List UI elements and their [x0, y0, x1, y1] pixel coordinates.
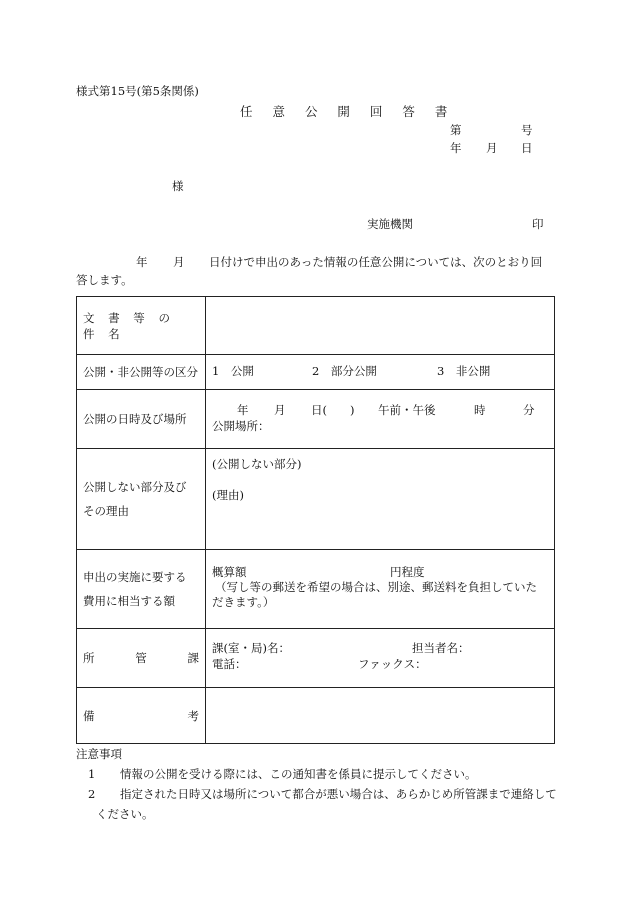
intro-line1: 日付けで申出のあった情報の任意公開については、次のとおり回	[209, 255, 543, 269]
note-text: 情報の公開を受ける際には、この通知書を係員に提示してください。	[120, 767, 477, 782]
nondisclosure-part: (公開しない部分)	[212, 457, 302, 471]
department-fax: ファックス：	[358, 657, 427, 671]
note-number: 2	[88, 787, 96, 802]
nondisclosure-value	[206, 449, 555, 550]
cost-unit: 円程度	[390, 565, 425, 579]
form-number: 様式第15号(第5条関係)	[76, 84, 199, 98]
cost-label-line2: 費用に相当する額	[83, 594, 175, 608]
category-options	[206, 355, 555, 390]
nondisclosure-label-line1: 公開しない部分及び	[83, 479, 187, 494]
addressee-suffix: 様	[172, 179, 184, 193]
department-value	[206, 629, 555, 688]
department-label-char2: 管	[135, 651, 147, 665]
date-day: 日	[521, 141, 533, 155]
note-item	[76, 764, 561, 784]
department-label-char1: 所	[83, 651, 95, 665]
remarks-label	[77, 688, 206, 744]
agency-label: 実施機関	[367, 217, 413, 231]
cost-note-line2: だきます。）	[212, 595, 275, 609]
cost-value	[206, 550, 555, 629]
seal-mark: 印	[532, 217, 544, 231]
nondisclosure-label	[77, 449, 206, 550]
number-suffix: 号	[521, 123, 533, 137]
page-title: 任 意 公 開 回 答 書	[240, 104, 456, 119]
category-label: 公開・非公開等の区分	[77, 355, 206, 390]
datetime-month: 月	[274, 403, 286, 417]
cost-label	[77, 550, 206, 629]
department-person: 担当者名：	[412, 641, 470, 655]
datetime-year: 年	[237, 403, 249, 417]
row-nondisclosure	[77, 449, 555, 550]
department-label	[77, 629, 206, 688]
row-category	[77, 355, 555, 390]
datetime-label: 公開の日時及び場所	[77, 390, 206, 449]
remarks-label-char1: 備	[83, 708, 95, 723]
datetime-minute: 分	[523, 403, 535, 417]
date-year: 年	[450, 141, 462, 155]
cost-note-line1: （写し等の郵送を希望の場合は、別途、郵送料を負担していた	[215, 580, 537, 594]
department-name: 課(室・局)名：	[212, 641, 290, 655]
cost-label-line1: 申出の実施に要する	[83, 569, 187, 584]
document-name-value	[206, 297, 555, 355]
category-option-nondisclose: 3 非公開	[437, 364, 491, 378]
datetime-hour: 時	[474, 403, 486, 417]
datetime-ampm: 午前・午後	[378, 403, 436, 417]
note-number: 1	[88, 767, 96, 782]
remarks-value	[206, 688, 555, 744]
datetime-day: 日( )	[311, 403, 355, 417]
document-name-label: 文 書 等 の 件 名	[77, 297, 206, 355]
note-item	[76, 784, 561, 824]
datetime-place: 公開場所：	[212, 419, 270, 433]
number-prefix: 第	[450, 123, 462, 137]
intro-year: 年	[136, 255, 148, 269]
notes-heading: 注意事項	[76, 747, 122, 761]
department-phone: 電話：	[212, 657, 247, 671]
notes-section	[76, 744, 561, 825]
note-text: 指定された日時又は場所について都合が悪い場合は、あらかじめ所管課まで連絡してください。	[96, 787, 557, 822]
date-month: 月	[486, 141, 498, 155]
intro-line2: 答します。	[76, 273, 133, 287]
nondisclosure-reason: (理由)	[212, 488, 244, 502]
nondisclosure-label-line2: その理由	[83, 504, 129, 518]
cost-estimate-label: 概算額	[212, 565, 247, 579]
datetime-value	[206, 390, 555, 449]
category-option-disclose: 1 公開	[212, 364, 254, 378]
reply-form-table	[76, 296, 555, 744]
category-option-partial: 2 部分公開	[312, 364, 377, 378]
remarks-label-char2: 考	[187, 708, 199, 723]
row-document-name	[77, 297, 555, 355]
row-remarks	[77, 688, 555, 744]
row-cost	[77, 550, 555, 629]
intro-month: 月	[173, 255, 185, 269]
department-label-char3: 課	[187, 651, 199, 665]
row-datetime	[77, 390, 555, 449]
row-department	[77, 629, 555, 688]
